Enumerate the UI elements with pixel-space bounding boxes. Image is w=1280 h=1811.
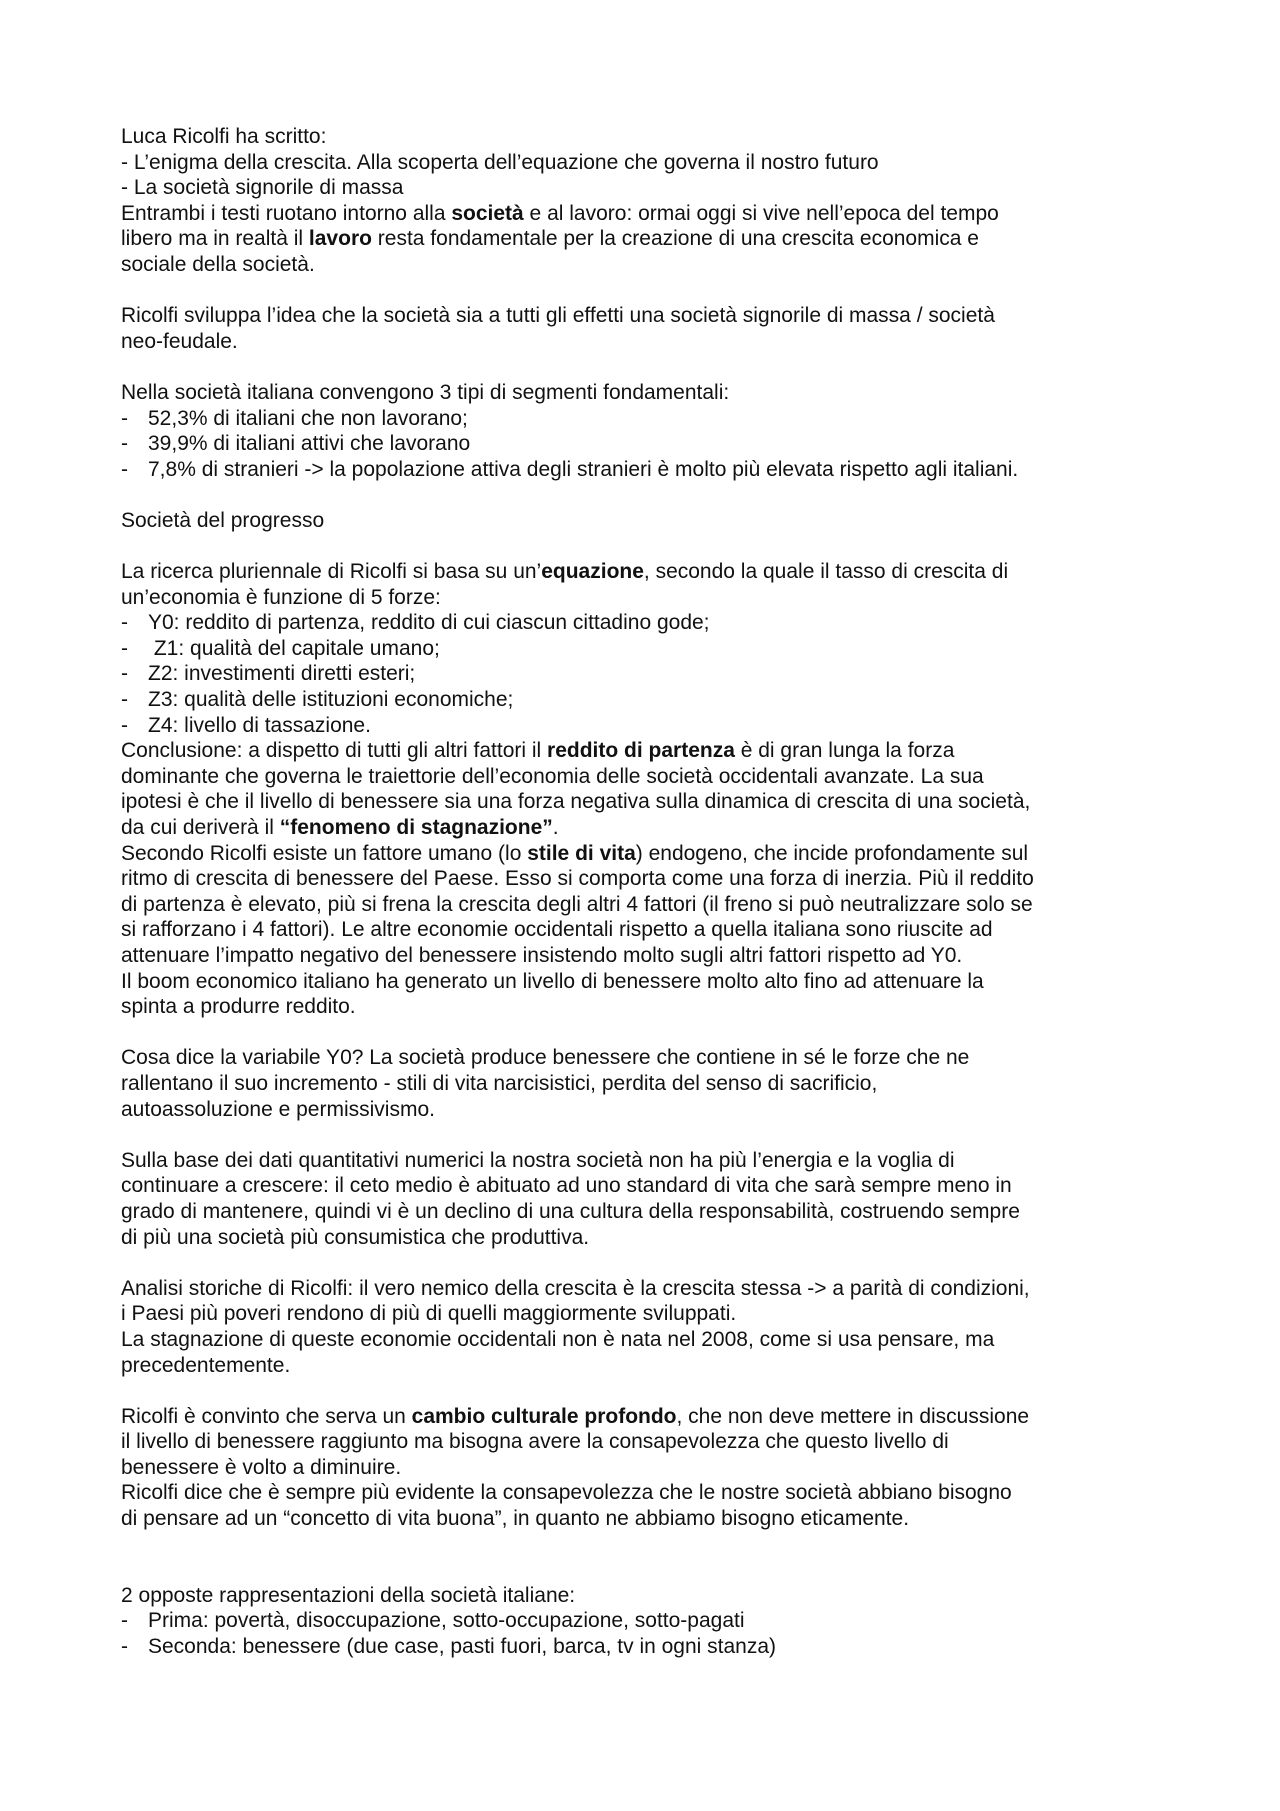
intro-line-5 — [121, 226, 1171, 252]
text: . — [552, 816, 559, 840]
intro-line-2: - L’enigma della crescita. Alla scoperta dell’equazione che governa il nostro futuro — [121, 150, 879, 174]
list-item-text: Z4: livello di tassazione. — [148, 713, 371, 737]
dash-bullet: - — [121, 688, 128, 712]
dash-bullet: - — [121, 1609, 128, 1633]
y0-line-3: autoassoluzione e permissivismo. — [121, 1097, 435, 1121]
cultural-line-4: Ricolfi dice che è sempre più evidente la consapevolezza che le nostre società abbiano bisogno — [121, 1481, 1012, 1505]
conclusion-line-4 — [121, 815, 1171, 841]
bold-text: società — [451, 201, 524, 225]
data-para-line-2: continuare a crescere: il ceto medio è abituato ad uno standard di vita che sarà sempre meno in — [121, 1174, 1012, 1198]
text: da cui deriverà il — [121, 816, 280, 840]
list-item-text: Z1: qualità del capitale umano; — [148, 636, 440, 660]
dash-bullet: - — [121, 406, 128, 430]
dash-bullet: - — [121, 662, 128, 686]
p2-line-2: neo-feudale. — [121, 329, 238, 353]
text: , che non deve mettere in discussione — [676, 1404, 1030, 1428]
dash-bullet: - — [121, 1635, 128, 1659]
conclusion-line-7: di partenza è elevato, più si frena la crescita degli altri 4 fattori (il freno si può neutralizzare solo se — [121, 892, 1033, 916]
list-item — [121, 661, 1171, 687]
list-item — [121, 1608, 1171, 1634]
paragraph-gap — [121, 1532, 1171, 1583]
data-para-line-1: Sulla base dei dati quantitativi numerici la nostra società non ha più l’energia e la voglia di — [121, 1148, 955, 1172]
equation-line-2: un’economia è funzione di 5 forze: — [121, 585, 441, 609]
list-item — [121, 636, 1171, 662]
data-para-line-3: grado di mantenere, quindi vi è un declino di una cultura della responsabilità, costruendo sempre — [121, 1199, 1020, 1223]
y0-line-1: Cosa dice la variabile Y0? La società produce benessere che contiene in sé le forze che ne — [121, 1046, 970, 1070]
text: Conclusione: a dispetto di tutti gli altri fattori il — [121, 739, 548, 763]
cultural-line-3: benessere è volto a diminuire. — [121, 1455, 402, 1479]
conclusion-line-1 — [121, 738, 1171, 764]
conclusion-line-11: spinta a produrre reddito. — [121, 995, 356, 1019]
paragraph-gap — [121, 1250, 1171, 1276]
text: è di gran lunga la forza — [734, 739, 955, 763]
conclusion-line-10: Il boom economico italiano ha generato un livello di benessere molto alto fino ad attenuare la — [121, 969, 984, 993]
intro-line-6: sociale della società. — [121, 252, 315, 276]
list-item-text: 52,3% di italiani che non lavorano; — [148, 406, 468, 430]
conclusion-line-3: ipotesi è che il livello di benessere sia una forza negativa sulla dinamica di crescita di una società, — [121, 790, 1031, 814]
list-item — [121, 1634, 1171, 1660]
list-item-text: Y0: reddito di partenza, reddito di cui ciascun cittadino gode; — [148, 611, 710, 635]
history-line-1: Analisi storiche di Ricolfi: il vero nemico della crescita è la crescita stessa -> a parità di condizioni, — [121, 1276, 1030, 1300]
cultural-line-5: di pensare ad un “concetto di vita buona”, in quanto ne abbiamo bisogno eticamente. — [121, 1507, 910, 1531]
list-item-text: Seconda: benessere (due case, pasti fuori, barca, tv in ogni stanza) — [148, 1635, 777, 1659]
text: ) endogeno, che incide profondamente sul — [635, 841, 1029, 865]
data-para-line-4: di più una società più consumistica che produttiva. — [121, 1225, 590, 1249]
list-item — [121, 687, 1171, 713]
text: resta fondamentale per la creazione di una crescita economica e — [371, 227, 979, 251]
history-line-2: i Paesi più poveri rendono di più di quelli maggiormente sviluppati. — [121, 1302, 737, 1326]
text: Entrambi i testi ruotano intorno alla — [121, 201, 452, 225]
list-item-text: Z3: qualità delle istituzioni economiche; — [148, 688, 514, 712]
paragraph-gap — [121, 482, 1171, 508]
bold-text: reddito di partenza — [547, 739, 735, 763]
paragraph-gap — [121, 1378, 1171, 1404]
list-item-text: 7,8% di stranieri -> la popolazione attiva degli stranieri è molto più elevata rispetto agli italiani. — [148, 457, 1019, 481]
text: La ricerca pluriennale di Ricolfi si basa su un’ — [121, 560, 542, 584]
cultural-line-1 — [121, 1404, 1171, 1430]
representations-lead: 2 opposte rappresentazioni della società italiane: — [121, 1583, 576, 1607]
p2-line-1: Ricolfi sviluppa l’idea che la società sia a tutti gli effetti una società signorile di massa / società — [121, 304, 995, 328]
paragraph-gap — [121, 534, 1171, 560]
cultural-line-2: il livello di benessere raggiunto ma bisogna avere la consapevolezza che questo livello di — [121, 1430, 949, 1454]
y0-line-2: rallentano il suo incremento - stili di vita narcisistici, perdita del senso di sacrificio, — [121, 1071, 878, 1095]
intro-line-4 — [121, 201, 1171, 227]
list-item — [121, 406, 1171, 432]
text: libero ma in realtà il — [121, 227, 309, 251]
list-item-text: Prima: povertà, disoccupazione, sotto-occupazione, sotto-pagati — [148, 1609, 745, 1633]
document-body — [121, 124, 1171, 1660]
equation-line-1 — [121, 559, 1171, 585]
bold-text: cambio culturale profondo — [411, 1404, 677, 1428]
intro-line-1: Luca Ricolfi ha scritto: — [121, 125, 327, 148]
paragraph-gap — [121, 278, 1171, 304]
conclusion-line-6: ritmo di crescita di benessere del Paese. Esso si comporta come una forza di inerzia. Più il reddito — [121, 867, 1034, 891]
history-line-4: precedentemente. — [121, 1353, 291, 1377]
paragraph-gap — [121, 354, 1171, 380]
dash-bullet: - — [121, 611, 128, 635]
text: Secondo Ricolfi esiste un fattore umano (lo — [121, 841, 528, 865]
list-item — [121, 431, 1171, 457]
text: , secondo la quale il tasso di crescita di — [643, 560, 1009, 584]
intro-line-3: - La società signorile di massa — [121, 176, 404, 200]
list-item-text: 39,9% di italiani attivi che lavorano — [148, 432, 471, 456]
conclusion-line-8: si rafforzano i 4 fattori). Le altre economie occidentali rispetto a quella italiana sono riuscite ad — [121, 918, 993, 942]
dash-bullet: - — [121, 457, 128, 481]
conclusion-line-2: dominante che governa le traiettorie dell’economia delle società occidentali avanzate. La sua — [121, 764, 984, 788]
bold-text: stile di vita — [527, 841, 636, 865]
bold-text: equazione — [541, 560, 644, 584]
bold-text: “fenomeno di stagnazione” — [279, 816, 553, 840]
history-line-3: La stagnazione di queste economie occidentali non è nata nel 2008, come si usa pensare, ma — [121, 1327, 995, 1351]
list-item — [121, 457, 1171, 483]
text: e al lavoro: ormai oggi si vive nell’epoca del tempo — [523, 201, 999, 225]
list-item — [121, 610, 1171, 636]
paragraph-gap — [121, 1122, 1171, 1148]
text: Ricolfi è convinto che serva un — [121, 1404, 412, 1428]
dash-bullet: - — [121, 636, 128, 660]
section-heading: Società del progresso — [121, 508, 325, 532]
list-item-text: Z2: investimenti diretti esteri; — [148, 662, 416, 686]
conclusion-line-5 — [121, 841, 1171, 867]
conclusion-line-9: attenuare l’impatto negativo del benessere insistendo molto sugli altri fattori rispetto ad Y0. — [121, 944, 963, 967]
dash-bullet: - — [121, 713, 128, 737]
segments-lead: Nella società italiana convengono 3 tipi di segmenti fondamentali: — [121, 380, 730, 404]
bold-text: lavoro — [308, 227, 372, 251]
dash-bullet: - — [121, 432, 128, 456]
list-item — [121, 713, 1171, 739]
paragraph-gap — [121, 1020, 1171, 1046]
